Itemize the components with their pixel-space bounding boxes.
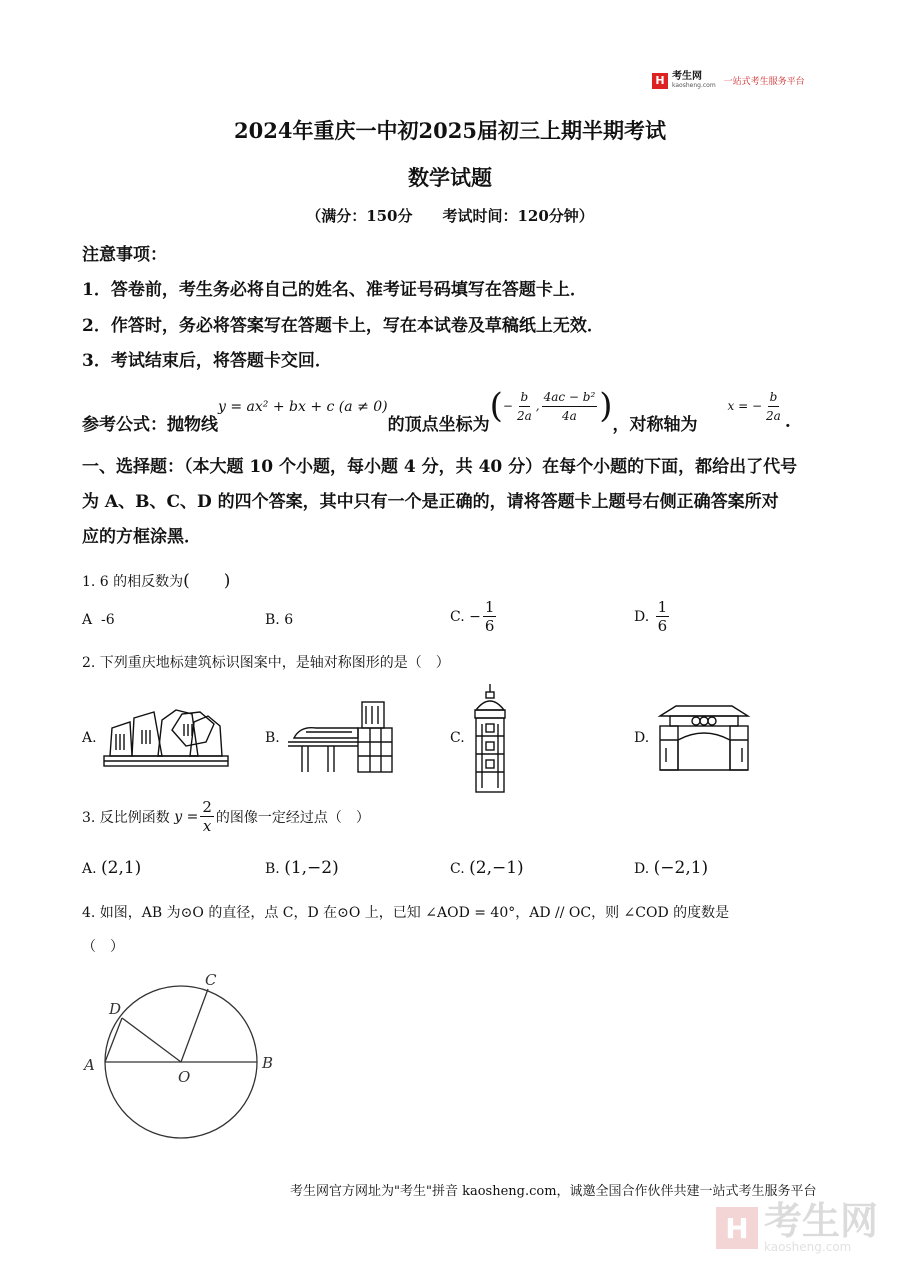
section1-line1: 一、选择题：（本大题 10 个小题，每小题 4 分，共 40 分）在每个小题的下面，都给出了代号 bbox=[82, 457, 798, 477]
notes-item-1: 1．答卷前，考生务必将自己的姓名、准考证号码填写在答题卡上． bbox=[82, 280, 587, 300]
radius-od bbox=[122, 1018, 181, 1062]
vertex-y-num: 4ac − b² bbox=[542, 388, 598, 407]
page-subtitle: 数学试题 bbox=[408, 165, 492, 190]
q1-blank: ( ) bbox=[183, 571, 231, 591]
q1-stem: 1. 6 的相反数为( ) bbox=[82, 571, 231, 591]
building-a-image bbox=[102, 700, 232, 770]
q1-option-b[interactable]: B. 6 bbox=[265, 612, 294, 628]
q2-option-a-label[interactable]: A. bbox=[82, 730, 97, 746]
label-d: D bbox=[109, 1000, 122, 1018]
q3-option-a[interactable]: A. (2,1) bbox=[82, 858, 142, 878]
q1-option-c[interactable]: C. − $\frac{1}{6}$ bbox=[450, 598, 495, 635]
label-o: O bbox=[178, 1068, 191, 1086]
q3-option-b[interactable]: B. (1,−2) bbox=[265, 858, 339, 878]
q4-circle-figure bbox=[80, 966, 280, 1146]
building-d-image bbox=[656, 700, 752, 772]
logo-name: 考生网 bbox=[672, 71, 702, 82]
exam-meta: （满分：150分 考试时间：120分钟） bbox=[306, 207, 594, 225]
footer-text: 考生网官方网址为"考生"拼音 kaosheng.com，诚邀全国合作伙伴共建一站式考生服务平台 bbox=[290, 1184, 817, 1199]
vertex-x-den: 2a bbox=[516, 408, 532, 423]
watermark bbox=[716, 1199, 879, 1254]
label-a: A bbox=[84, 1056, 95, 1074]
q2-stem: 2. 下列重庆地标建筑标识图案中，是轴对称图形的是（ ） bbox=[82, 655, 450, 671]
site-logo[interactable] bbox=[652, 72, 805, 89]
q2-option-b-label[interactable]: B. bbox=[265, 730, 280, 746]
vertex-text: 的顶点坐标为 bbox=[387, 414, 490, 435]
q2-option-d-label[interactable]: D. bbox=[634, 730, 650, 746]
building-b-image bbox=[286, 698, 398, 774]
axis-den: 2a bbox=[766, 408, 781, 423]
q3-option-c[interactable]: C. (2,−1) bbox=[450, 858, 524, 878]
parabola-equation: y = ax² + bx + c (a ≠ 0) bbox=[218, 399, 388, 415]
axis-num: b bbox=[768, 388, 780, 407]
radius-oc bbox=[181, 989, 208, 1062]
formula-lead: 参考公式：抛物线 bbox=[82, 414, 218, 435]
vertex-x-fraction bbox=[515, 388, 534, 425]
watermark-name: 考生网 bbox=[764, 1199, 879, 1243]
q2-option-c-label[interactable]: C. bbox=[450, 730, 465, 746]
q1-option-d[interactable]: D. $\frac{1}{6}$ bbox=[634, 598, 668, 635]
label-c: C bbox=[205, 971, 217, 989]
axis-text: ，对称轴为 bbox=[612, 414, 698, 435]
page-title: 2024年重庆一中初2025届初三上期半期考试 bbox=[234, 118, 666, 143]
notes-item-3: 3．考试结束后，将答题卡交回． bbox=[82, 351, 332, 371]
building-c-image bbox=[470, 682, 510, 794]
logo-slogan: 一站式考生服务平台 bbox=[723, 77, 805, 87]
vertex-y-fraction bbox=[542, 388, 598, 425]
notes-heading: 注意事项： bbox=[82, 245, 167, 265]
q1-option-a[interactable]: A -6 bbox=[82, 612, 115, 628]
vertex-x-num: b bbox=[519, 388, 531, 407]
reference-formula: 参考公式：抛物线 y = ax² + bx + c (a ≠ 0) 的顶点坐标为 ( − $\frac{b}{2a}$ , $\frac{\text{4ac − b²}}{4a}$ ) ，对称轴为 x = − $\frac{b}{2a}$ . bbox=[82, 386, 791, 435]
label-b: B bbox=[262, 1054, 274, 1072]
vertex-y-den: 4a bbox=[562, 408, 577, 423]
axis-lhs: x = − bbox=[727, 399, 763, 413]
q4-stem: 4. 如图，AB 为⊙O 的直径，点 C，D 在⊙O 上，已知 ∠AOD = 40°，AD // OC，则 ∠COD 的度数是 bbox=[82, 905, 730, 921]
section1-line2: 为 A、B、C、D 的四个答案，其中只有一个是正确的，请将答题卡上题号右侧正确答案所对 bbox=[82, 492, 779, 512]
section1-line3: 应的方框涂黑． bbox=[82, 527, 201, 547]
q4-blank: （ ） bbox=[82, 939, 124, 955]
watermark-logo-icon: H bbox=[716, 1207, 758, 1249]
formula-end: . bbox=[784, 412, 791, 432]
q3-option-d[interactable]: D. (−2,1) bbox=[634, 858, 709, 878]
logo-domain: kaosheng.com bbox=[672, 82, 716, 89]
chord-ad bbox=[105, 1018, 122, 1062]
watermark-domain: kaosheng.com bbox=[764, 1240, 852, 1254]
q3-stem: 3. 反比例函数 y = $\frac{2}{x}$ 的图像一定经过点（ ） bbox=[82, 798, 370, 835]
logo-mark-icon: H bbox=[652, 73, 668, 89]
notes-item-2: 2．作答时，务必将答案写在答题卡上，写在本试卷及草稿纸上无效． bbox=[82, 316, 604, 336]
axis-fraction bbox=[764, 388, 783, 425]
